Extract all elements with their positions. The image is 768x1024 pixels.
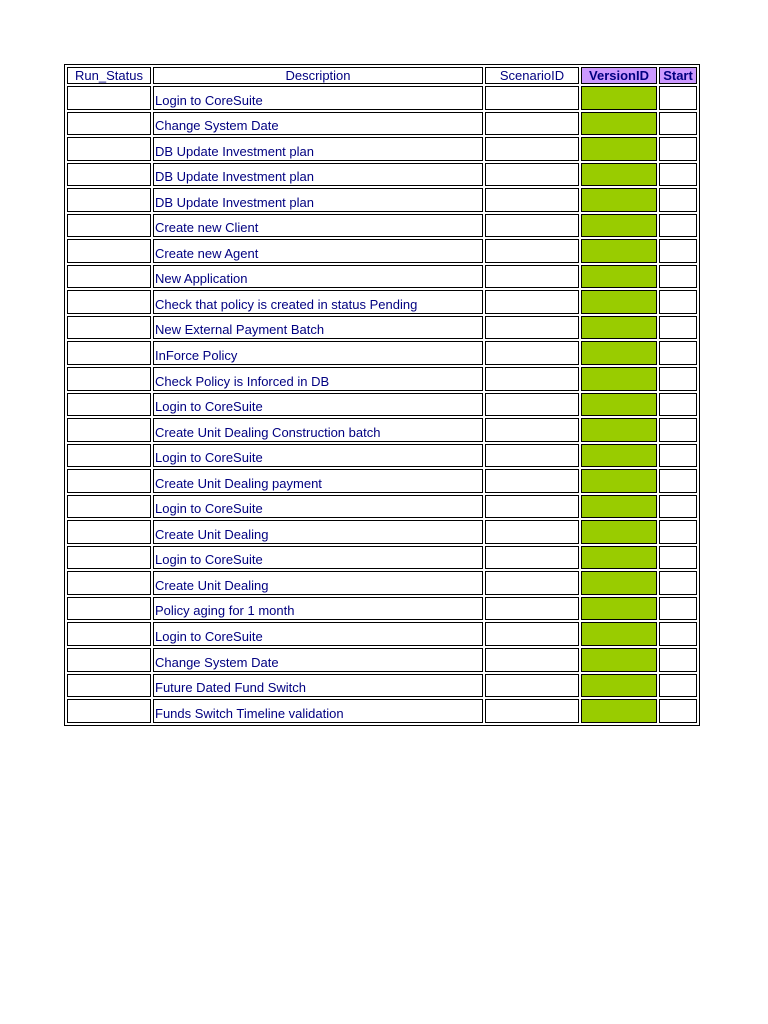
scenario-id-cell[interactable] [485, 316, 579, 340]
description-cell[interactable]: Funds Switch Timeline validation [153, 699, 483, 723]
description-cell[interactable]: Create Unit Dealing [153, 520, 483, 544]
run-status-cell[interactable] [67, 367, 151, 391]
run-status-cell[interactable] [67, 265, 151, 289]
header-scenario-id: ScenarioID [485, 67, 579, 84]
version-id-cell[interactable] [581, 674, 657, 698]
start-cell[interactable] [659, 597, 697, 621]
start-cell[interactable] [659, 520, 697, 544]
scenario-id-cell[interactable] [485, 188, 579, 212]
run-status-cell[interactable] [67, 699, 151, 723]
start-cell[interactable] [659, 648, 697, 672]
start-cell[interactable] [659, 495, 697, 519]
scenario-id-cell[interactable] [485, 546, 579, 570]
scenario-id-cell[interactable] [485, 367, 579, 391]
start-cell[interactable] [659, 546, 697, 570]
run-status-cell[interactable] [67, 546, 151, 570]
description-cell[interactable]: Login to CoreSuite [153, 495, 483, 519]
description-cell[interactable]: Change System Date [153, 112, 483, 136]
start-cell[interactable] [659, 418, 697, 442]
table-row [67, 469, 697, 493]
scenario-id-cell[interactable] [485, 239, 579, 263]
table-row [67, 674, 697, 698]
description-cell[interactable]: Login to CoreSuite [153, 546, 483, 570]
start-cell[interactable] [659, 393, 697, 417]
start-cell[interactable] [659, 290, 697, 314]
description-cell[interactable]: Login to CoreSuite [153, 622, 483, 646]
run-status-cell[interactable] [67, 239, 151, 263]
description-cell[interactable]: DB Update Investment plan [153, 188, 483, 212]
start-cell[interactable] [659, 214, 697, 238]
table-row [67, 316, 697, 340]
test-steps-sheet [64, 64, 700, 726]
version-id-cell[interactable] [581, 699, 657, 723]
version-id-cell[interactable] [581, 648, 657, 672]
table-row [67, 137, 697, 161]
description-cell[interactable]: Policy aging for 1 month [153, 597, 483, 621]
description-cell[interactable]: Future Dated Fund Switch [153, 674, 483, 698]
scenario-id-cell[interactable] [485, 674, 579, 698]
start-cell[interactable] [659, 239, 697, 263]
scenario-id-cell[interactable] [485, 265, 579, 289]
scenario-id-cell[interactable] [485, 495, 579, 519]
start-cell[interactable] [659, 265, 697, 289]
version-id-cell[interactable] [581, 112, 657, 136]
table-row [67, 341, 697, 365]
scenario-id-cell[interactable] [485, 290, 579, 314]
scenario-id-cell[interactable] [485, 648, 579, 672]
version-id-cell[interactable] [581, 520, 657, 544]
version-id-cell[interactable] [581, 622, 657, 646]
run-status-cell[interactable] [67, 112, 151, 136]
description-cell[interactable]: New Application [153, 265, 483, 289]
version-id-cell[interactable] [581, 546, 657, 570]
version-id-cell[interactable] [581, 418, 657, 442]
run-status-cell[interactable] [67, 597, 151, 621]
version-id-cell[interactable] [581, 265, 657, 289]
version-id-cell[interactable] [581, 444, 657, 468]
run-status-cell[interactable] [67, 290, 151, 314]
description-cell[interactable]: Create new Client [153, 214, 483, 238]
version-id-cell[interactable] [581, 597, 657, 621]
start-cell[interactable] [659, 188, 697, 212]
description-cell[interactable]: InForce Policy [153, 341, 483, 365]
run-status-cell[interactable] [67, 163, 151, 187]
table-row [67, 86, 697, 110]
table-row [67, 290, 697, 314]
scenario-id-cell[interactable] [485, 86, 579, 110]
run-status-cell[interactable] [67, 341, 151, 365]
description-cell[interactable]: DB Update Investment plan [153, 137, 483, 161]
scenario-id-cell[interactable] [485, 137, 579, 161]
run-status-cell[interactable] [67, 214, 151, 238]
run-status-cell[interactable] [67, 86, 151, 110]
version-id-cell[interactable] [581, 469, 657, 493]
scenario-id-cell[interactable] [485, 341, 579, 365]
start-cell[interactable] [659, 316, 697, 340]
header-start: Start [659, 67, 697, 84]
description-cell[interactable]: Create Unit Dealing Construction batch [153, 418, 483, 442]
start-cell[interactable] [659, 163, 697, 187]
run-status-cell[interactable] [67, 495, 151, 519]
version-id-cell[interactable] [581, 367, 657, 391]
start-cell[interactable] [659, 699, 697, 723]
version-id-cell[interactable] [581, 188, 657, 212]
start-cell[interactable] [659, 674, 697, 698]
table-row [67, 622, 697, 646]
description-cell[interactable]: Login to CoreSuite [153, 444, 483, 468]
scenario-id-cell[interactable] [485, 163, 579, 187]
scenario-id-cell[interactable] [485, 444, 579, 468]
description-cell[interactable]: Create Unit Dealing [153, 571, 483, 595]
description-cell[interactable]: Create new Agent [153, 239, 483, 263]
run-status-cell[interactable] [67, 648, 151, 672]
scenario-id-cell[interactable] [485, 112, 579, 136]
start-cell[interactable] [659, 622, 697, 646]
scenario-id-cell[interactable] [485, 393, 579, 417]
header-description: Description [153, 67, 483, 84]
run-status-cell[interactable] [67, 137, 151, 161]
table-row [67, 546, 697, 570]
table-row [67, 495, 697, 519]
table-row [67, 188, 697, 212]
scenario-id-cell[interactable] [485, 699, 579, 723]
version-id-cell[interactable] [581, 290, 657, 314]
version-id-cell[interactable] [581, 239, 657, 263]
description-cell[interactable]: Login to CoreSuite [153, 86, 483, 110]
description-cell[interactable]: Change System Date [153, 648, 483, 672]
version-id-cell[interactable] [581, 393, 657, 417]
scenario-id-cell[interactable] [485, 571, 579, 595]
description-cell[interactable]: Create Unit Dealing payment [153, 469, 483, 493]
test-steps-table [65, 65, 699, 725]
start-cell[interactable] [659, 341, 697, 365]
start-cell[interactable] [659, 86, 697, 110]
table-row [67, 418, 697, 442]
table-body [67, 86, 697, 723]
version-id-cell[interactable] [581, 214, 657, 238]
description-cell[interactable]: Login to CoreSuite [153, 393, 483, 417]
header-row [67, 67, 697, 84]
start-cell[interactable] [659, 444, 697, 468]
run-status-cell[interactable] [67, 393, 151, 417]
version-id-cell[interactable] [581, 137, 657, 161]
table-row [67, 239, 697, 263]
table-row [67, 163, 697, 187]
run-status-cell[interactable] [67, 418, 151, 442]
table-row [67, 597, 697, 621]
run-status-cell[interactable] [67, 444, 151, 468]
description-cell[interactable]: DB Update Investment plan [153, 163, 483, 187]
table-row [67, 699, 697, 723]
description-cell[interactable]: New External Payment Batch [153, 316, 483, 340]
scenario-id-cell[interactable] [485, 214, 579, 238]
table-row [67, 444, 697, 468]
start-cell[interactable] [659, 112, 697, 136]
run-status-cell[interactable] [67, 622, 151, 646]
scenario-id-cell[interactable] [485, 520, 579, 544]
version-id-cell[interactable] [581, 341, 657, 365]
run-status-cell[interactable] [67, 188, 151, 212]
scenario-id-cell[interactable] [485, 418, 579, 442]
scenario-id-cell[interactable] [485, 622, 579, 646]
table-row [67, 265, 697, 289]
table-row [67, 571, 697, 595]
start-cell[interactable] [659, 469, 697, 493]
start-cell[interactable] [659, 571, 697, 595]
version-id-cell[interactable] [581, 495, 657, 519]
table-row [67, 393, 697, 417]
header-run-status: Run_Status [67, 67, 151, 84]
table-row [67, 367, 697, 391]
start-cell[interactable] [659, 367, 697, 391]
run-status-cell[interactable] [67, 674, 151, 698]
header-version-id: VersionID [581, 67, 657, 84]
run-status-cell[interactable] [67, 520, 151, 544]
table-row [67, 648, 697, 672]
version-id-cell[interactable] [581, 86, 657, 110]
table-row [67, 112, 697, 136]
run-status-cell[interactable] [67, 316, 151, 340]
scenario-id-cell[interactable] [485, 469, 579, 493]
version-id-cell[interactable] [581, 163, 657, 187]
description-cell[interactable]: Check that policy is created in status Pending [153, 290, 483, 314]
description-cell[interactable]: Check Policy is Inforced in DB [153, 367, 483, 391]
version-id-cell[interactable] [581, 571, 657, 595]
scenario-id-cell[interactable] [485, 597, 579, 621]
table-row [67, 214, 697, 238]
run-status-cell[interactable] [67, 571, 151, 595]
version-id-cell[interactable] [581, 316, 657, 340]
run-status-cell[interactable] [67, 469, 151, 493]
table-row [67, 520, 697, 544]
start-cell[interactable] [659, 137, 697, 161]
